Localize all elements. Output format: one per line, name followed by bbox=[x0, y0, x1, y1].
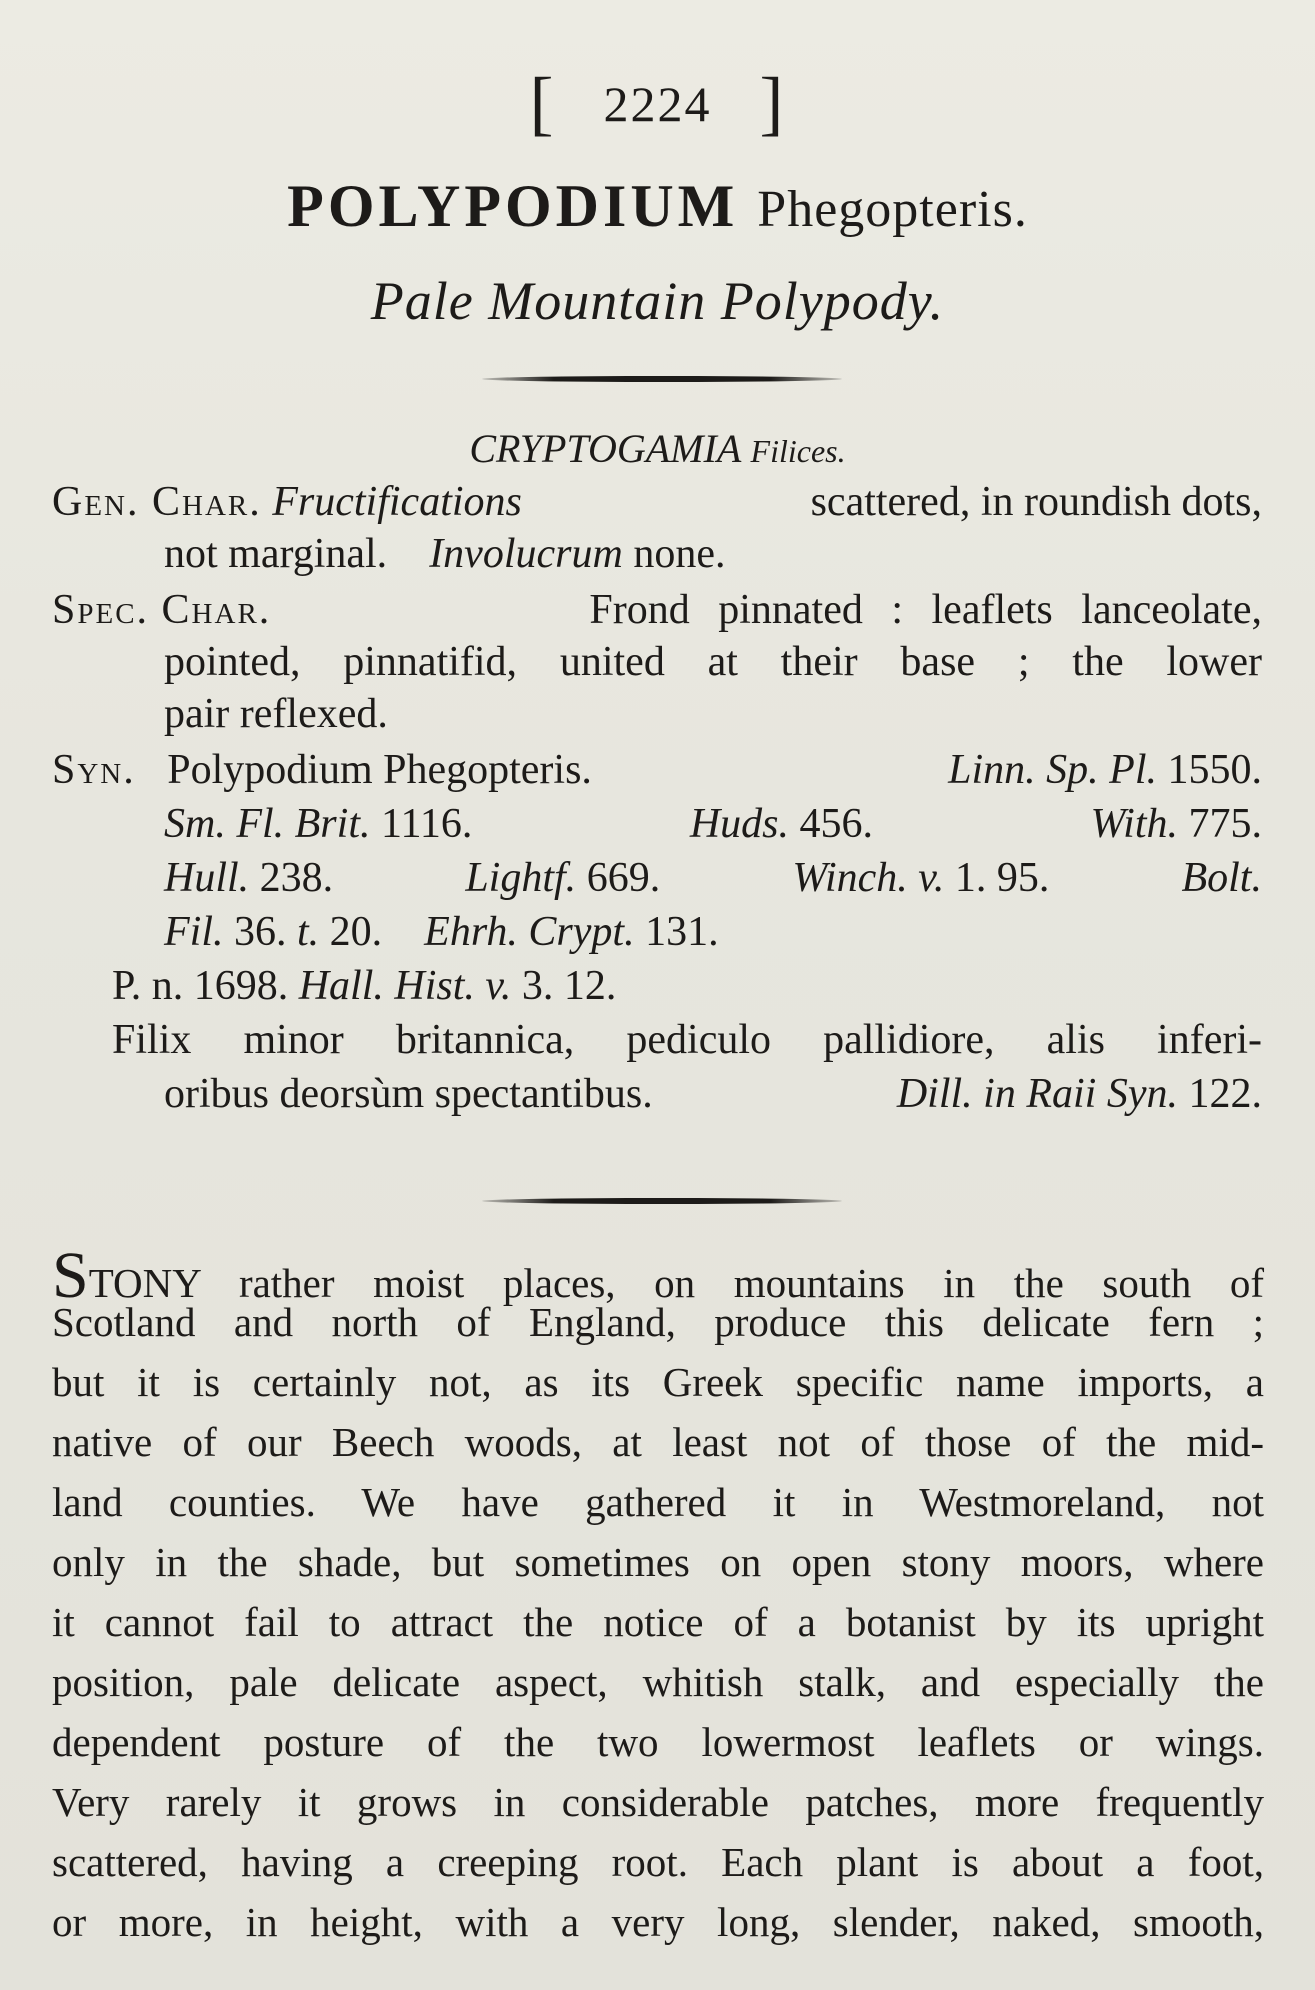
syn-ref-ray: P. n. 1698. bbox=[112, 963, 289, 1009]
body-first-word: TONY bbox=[88, 1260, 201, 1306]
syn-line-5 bbox=[112, 962, 616, 1010]
syn-ref-hudson-num: 456. bbox=[799, 801, 874, 847]
syn-name: Polypodium Phegopteris. bbox=[167, 747, 592, 793]
body-line-2: Scotland and north of England, produce this delicate fern ; bbox=[52, 1299, 1264, 1345]
spec-char-line-2: pointed, pinnatifid, united at their base ; the lower bbox=[164, 639, 1262, 685]
syn-ref-smith: Sm. Fl. Brit. bbox=[164, 801, 371, 847]
syn-line-1 bbox=[52, 746, 1262, 794]
gen-char-label: Gen. Char. bbox=[52, 479, 262, 525]
gen-char-line-1 bbox=[52, 478, 1262, 526]
syn-ref-smith-num: 1116. bbox=[381, 801, 473, 847]
syn-ref-ehrhart: Ehrh. Crypt. bbox=[424, 909, 635, 955]
syn-ref-withering: With. bbox=[1090, 801, 1178, 847]
spec-char-label: Spec. Char. bbox=[52, 587, 272, 633]
syn-ref-fil-num: 36. bbox=[234, 909, 287, 955]
syn-ref-winch-num: 1. 95. bbox=[954, 855, 1050, 901]
syn-ref-fil: Fil. bbox=[164, 909, 224, 955]
gen-char-text-3: none. bbox=[633, 531, 726, 577]
syn-ref-tab: t. bbox=[297, 909, 320, 955]
page-number: 2224 bbox=[603, 76, 712, 132]
syn-ref-linnaeus-num: 1550. bbox=[1167, 747, 1262, 793]
body-line-3: but it is certainly not, as its Greek specific name imports, a bbox=[52, 1359, 1264, 1405]
syn-ref-hudson: Huds. bbox=[689, 801, 790, 847]
genus-name: POLYPODIUM bbox=[287, 173, 739, 239]
bracket-right: ] bbox=[759, 63, 786, 143]
spec-char-line-3: pair reflexed. bbox=[164, 691, 388, 737]
class-name: CRYPTOGAMIA bbox=[469, 426, 741, 471]
ornamental-rule-top bbox=[482, 376, 842, 382]
bracket-left: [ bbox=[529, 63, 556, 143]
page-number-header bbox=[0, 62, 1315, 145]
syn-line-3 bbox=[164, 854, 1262, 902]
species-name: Phegopteris. bbox=[757, 181, 1028, 238]
syn-line-2 bbox=[164, 800, 1262, 848]
syn-ref-haller: Hall. Hist. v. bbox=[298, 963, 512, 1009]
syn-ref-lightfoot: Lightf. bbox=[465, 855, 577, 901]
syn-ref-linnaeus: Linn. Sp. Pl. bbox=[948, 747, 1157, 793]
body-line-10: Very rarely it grows in considerable patches, more frequently bbox=[52, 1779, 1264, 1825]
gen-char-text-1: scattered, in roundish dots, bbox=[810, 479, 1262, 525]
species-title bbox=[0, 172, 1315, 241]
spec-char-text-1: Frond pinnated : leaflets lanceolate, bbox=[589, 587, 1262, 633]
ornamental-rule-middle bbox=[482, 1198, 842, 1204]
order-name: Filices. bbox=[750, 433, 846, 469]
syn-line-7 bbox=[164, 1070, 1262, 1118]
body-line-1-rest: rather moist places, on mountains in the south of bbox=[238, 1260, 1265, 1306]
syn-text-dillenius: oribus deorsùm spectantibus. bbox=[164, 1071, 653, 1117]
syn-ref-hull-num: 238. bbox=[259, 855, 334, 901]
classification-line bbox=[0, 425, 1315, 472]
syn-ref-bolton: Bolt. bbox=[1181, 855, 1262, 901]
syn-ref-dillenius-num: 122. bbox=[1188, 1071, 1262, 1117]
body-line-11: scattered, having a creeping root. Each plant is about a foot, bbox=[52, 1839, 1264, 1885]
body-line-4: native of our Beech woods, at least not of those of the mid- bbox=[52, 1419, 1264, 1465]
syn-label: Syn. bbox=[52, 747, 136, 793]
syn-ref-tab-num: 20. bbox=[329, 909, 383, 955]
gen-char-line-2 bbox=[164, 530, 725, 578]
spec-char-line-1 bbox=[52, 586, 1262, 634]
body-line-6: only in the shade, but sometimes on open stony moors, where bbox=[52, 1539, 1264, 1585]
syn-line-4 bbox=[164, 908, 719, 956]
gen-char-term-1: Fructifications bbox=[272, 479, 522, 525]
body-line-7: it cannot fail to attract the notice of a botanist by its upright bbox=[52, 1599, 1264, 1645]
syn-ref-ehrhart-num: 131. bbox=[645, 909, 719, 955]
body-line-12: or more, in height, with a very long, slender, naked, smooth, bbox=[52, 1899, 1264, 1945]
drop-cap: S bbox=[52, 1239, 89, 1312]
syn-ref-lightfoot-num: 669. bbox=[586, 855, 661, 901]
gen-char-text-2: not marginal. bbox=[164, 531, 388, 577]
syn-ref-dillenius: Dill. in Raii Syn. bbox=[896, 1071, 1178, 1117]
syn-ref-winch: Winch. v. bbox=[792, 855, 945, 901]
body-line-5: land counties. We have gathered it in Westmoreland, not bbox=[52, 1479, 1264, 1525]
syn-ref-haller-num: 3. 12. bbox=[521, 963, 617, 1009]
common-name: Pale Mountain Polypody. bbox=[370, 271, 945, 331]
body-line-8: position, pale delicate aspect, whitish stalk, and especially the bbox=[52, 1659, 1264, 1705]
body-line-9: dependent posture of the two lowermost leaflets or wings. bbox=[52, 1719, 1264, 1765]
syn-ref-hull: Hull. bbox=[164, 855, 250, 901]
syn-ref-withering-num: 775. bbox=[1188, 801, 1262, 847]
gen-char-term-2: Involucrum bbox=[429, 531, 623, 577]
syn-line-6: Filix minor britannica, pediculo pallidiore, alis inferi- bbox=[112, 1017, 1262, 1063]
